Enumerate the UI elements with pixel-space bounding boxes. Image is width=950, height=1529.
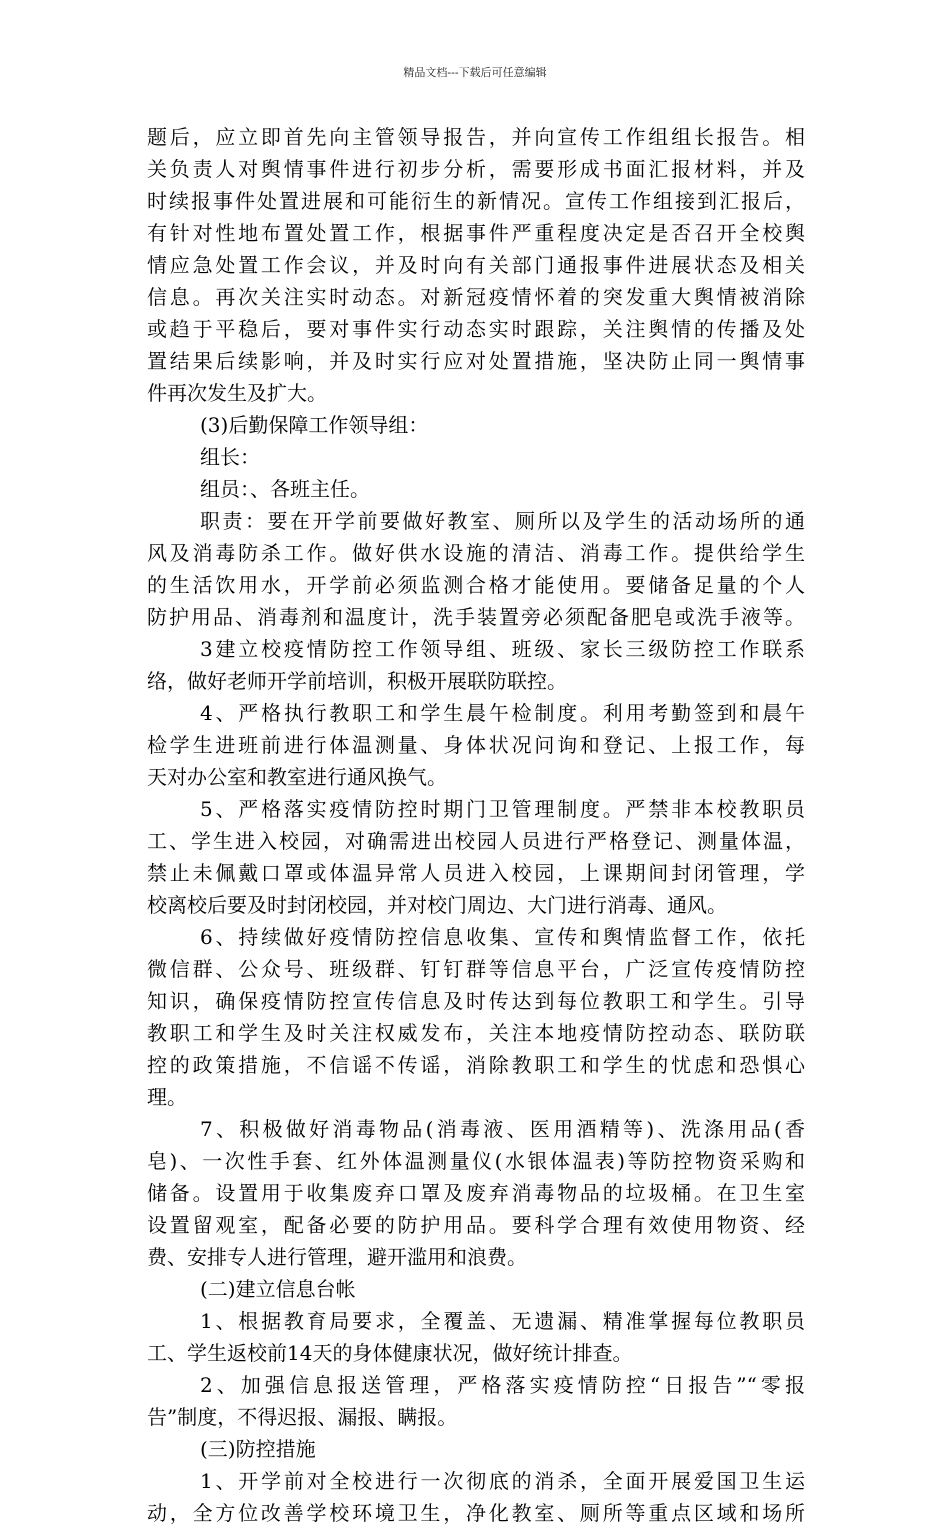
text-line: 设置留观室，配备必要的防护用品。要科学合理有效使用物资、经 — [147, 1213, 805, 1237]
text-line: 关负责人对舆情事件进行初步分析，需要形成书面汇报材料，并及 — [147, 157, 805, 181]
text-line: 校离校后要及时封闭校园，并对校门周边、大门进行消毒、通风。 — [147, 893, 727, 917]
paragraph-start: 7、积极做好消毒物品(消毒液、医用酒精等)、洗涤用品(香 — [200, 1117, 805, 1141]
text-line: 告”制度，不得迟报、漏报、瞒报。 — [147, 1405, 458, 1429]
text-line: 教职工和学生及时关注权威发布，关注本地疫情防控动态、联防联 — [147, 1021, 805, 1045]
text-line: 禁止未佩戴口罩或体温异常人员进入校园，上课期间封闭管理，学 — [147, 861, 805, 885]
text-line: 件再次发生及扩大。 — [147, 381, 327, 405]
text-line: 或趋于平稳后，要对事件实行动态实时跟踪，关注舆情的传播及处 — [147, 317, 805, 341]
paragraph-start: 职责：要在开学前要做好教室、厕所以及学生的活动场所的通 — [200, 509, 805, 533]
text-line: 防护用品、消毒剂和温度计，洗手装置旁必须配备肥皂或洗手液等。 — [147, 605, 805, 629]
text-line: 检学生进班前进行体温测量、身体状况问询和登记、上报工作，每 — [147, 733, 805, 757]
text-line: 时续报事件处置进展和可能衍生的新情况。宣传工作组接到汇报后， — [147, 189, 805, 213]
text-line: 控的政策措施，不信谣不传谣，消除教职工和学生的忧虑和恐惧心 — [147, 1053, 805, 1077]
text-line: 知识，确保疫情防控宣传信息及时传达到每位教职工和学生。引导 — [147, 989, 805, 1013]
section-heading: (二)建立信息台帐 — [200, 1277, 356, 1301]
paragraph-start: 1、开学前对全校进行一次彻底的消杀，全面开展爱国卫生运 — [200, 1469, 805, 1493]
text-line: 储备。设置用于收集废弃口罩及废弃消毒物品的垃圾桶。在卫生室 — [147, 1181, 805, 1205]
paragraph-start: 2、加强信息报送管理，严格落实疫情防控“日报告”“零报 — [200, 1373, 805, 1397]
text-line: 天对办公室和教室进行通风换气。 — [147, 765, 447, 789]
text-line: 微信群、公众号、班级群、钉钉群等信息平台，广泛宣传疫情防控 — [147, 957, 805, 981]
paragraph-start: 5、严格落实疫情防控时期门卫管理制度。严禁非本校教职员 — [200, 797, 805, 821]
text-line: 情应急处置工作会议，并及时向有关部门通报事件进展状态及相关 — [147, 253, 805, 277]
text-line: 费、安排专人进行管理，避开滥用和浪费。 — [147, 1245, 527, 1269]
text-line: 工、学生进入校园，对确需进出校园人员进行严格登记、测量体温， — [147, 829, 805, 853]
section-heading: (3)后勤保障工作领导组： — [200, 413, 429, 437]
text-line: 信息。再次关注实时动态。对新冠疫情怀着的突发重大舆情被消除 — [147, 285, 805, 309]
paragraph-start: 3建立校疫情防控工作领导组、班级、家长三级防控工作联系 — [200, 637, 805, 661]
text-line: 的生活饮用水，开学前必须监测合格才能使用。要储备足量的个人 — [147, 573, 805, 597]
paragraph-start: 6、持续做好疫情防控信息收集、宣传和舆情监督工作，依托 — [200, 925, 805, 949]
text-line: 理。 — [147, 1085, 187, 1109]
text-line: 有针对性地布置处置工作，根据事件严重程度决定是否召开全校舆 — [147, 221, 805, 245]
text-line: 题后，应立即首先向主管领导报告，并向宣传工作组组长报告。相 — [147, 125, 805, 149]
text-line: 置结果后续影响，并及时实行应对处置措施，坚决防止同一舆情事 — [147, 349, 805, 373]
text-line: 动，全方位改善学校环境卫生，净化教室、厕所等重点区域和场所 — [147, 1501, 805, 1525]
text-line: 风及消毒防杀工作。做好供水设施的清洁、消毒工作。提供给学生 — [147, 541, 805, 565]
text-line: 络，做好老师开学前培训，积极开展联防联控。 — [147, 669, 567, 693]
text-line: 工、学生返校前14天的身体健康状况，做好统计排查。 — [147, 1341, 633, 1365]
section-heading: (三)防控措施 — [200, 1437, 316, 1461]
document-body — [147, 121, 805, 1529]
text-line: 组员：、各班主任。 — [200, 477, 370, 501]
page-header: 精品文档---下载后可任意编辑 — [403, 66, 547, 79]
paragraph-start: 4、严格执行教职工和学生晨午检制度。利用考勤签到和晨午 — [200, 701, 805, 725]
text-line: 皂)、一次性手套、红外体温测量仪(水银体温表)等防控物资采购和 — [147, 1149, 805, 1173]
text-line: 组长： — [200, 445, 260, 469]
paragraph-start: 1、根据教育局要求，全覆盖、无遗漏、精准掌握每位教职员 — [200, 1309, 805, 1333]
